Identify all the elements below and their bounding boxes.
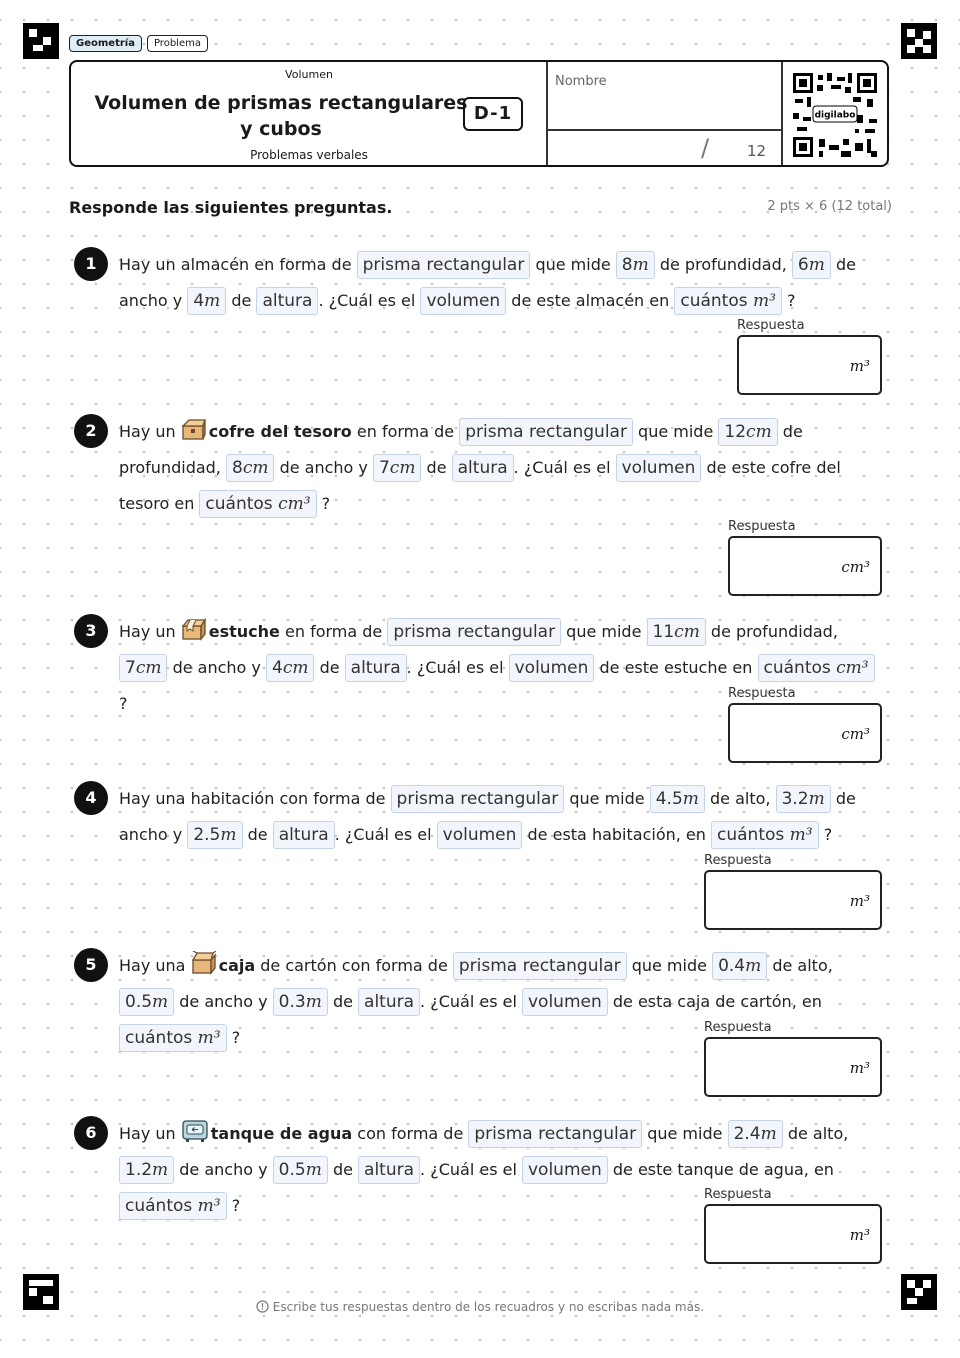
value-box: 0.4m: [712, 952, 767, 980]
score-total: 12: [747, 142, 767, 160]
corner-marker-top-right: [901, 23, 937, 59]
value-box: 0.3m: [273, 988, 328, 1016]
treasure-chest-icon: [181, 417, 207, 441]
answer-unit: cm³: [841, 558, 870, 576]
answer-box-5[interactable]: [704, 1037, 882, 1097]
answer-label: Respuesta: [737, 318, 805, 333]
footer-text: Escribe tus respuestas dentro de los recuadros y no escribas nada más.: [272, 1300, 705, 1314]
value-box: 3.2m: [776, 785, 831, 813]
keyword-box: altura: [452, 454, 514, 482]
question-number: 6: [74, 1116, 108, 1150]
value-box: 4m: [187, 287, 226, 315]
keyword-box: altura: [358, 1156, 420, 1184]
keyword-box: cuántos cm³: [758, 654, 875, 682]
page-title-line-1: Volumen de prismas rectangulares: [94, 92, 468, 114]
keyword-box: prisma rectangular: [391, 785, 565, 813]
answer-box-1[interactable]: [737, 335, 882, 395]
keyword-box: volumen: [522, 1156, 608, 1184]
keyword-box: altura: [256, 287, 318, 315]
keyword-box: volumen: [616, 454, 702, 482]
header-category: Volumen: [285, 68, 333, 81]
object-name: estuche: [208, 622, 280, 641]
question-text: Hay un tanque de agua con forma de prisma rectangular que mide 2.4m de alto, 1.2m de ancho y 0.5m de altura . ¿Cuál es el volumen de este tanque de agua, en cuántos m³ ?: [119, 1116, 887, 1224]
value-box: 4cm: [266, 654, 314, 682]
question-text: Hay un almacén en forma de prisma rectangular que mide 8m de profundidad, 6m de ancho y 4m de altura . ¿Cuál es el volumen de este almacén en cuántos m³ ?: [119, 247, 887, 319]
instructions: Responde las siguientes preguntas.: [69, 198, 393, 217]
answer-label: Respuesta: [704, 1187, 772, 1202]
score-slash: /: [701, 134, 710, 162]
keyword-box: volumen: [437, 821, 523, 849]
question-text: Hay un cofre del tesoro en forma de prisma rectangular que mide 12cm de profundidad, 8cm de ancho y 7cm de altura . ¿Cuál es el volumen de este cofre del tesoro en cuántos cm³ ?: [119, 414, 887, 522]
header-subtitle: Problemas verbales: [250, 148, 368, 162]
question-text: Hay una habitación con forma de prisma rectangular que mide 4.5m de alto, 3.2m de ancho y 2.5m de altura . ¿Cuál es el volumen de esta habitación, en cuántos m³ ?: [119, 781, 887, 853]
keyword-box: cuántos m³: [711, 821, 819, 849]
keyword-box: volumen: [522, 988, 608, 1016]
keyword-box: altura: [358, 988, 420, 1016]
header-divider: [781, 62, 783, 165]
name-field-label: Nombre: [555, 74, 607, 89]
keyword-box: cuántos m³: [674, 287, 782, 315]
answer-unit: m³: [849, 1226, 870, 1244]
value-box: 6m: [792, 251, 831, 279]
question-number: 2: [74, 414, 108, 448]
keyword-box: altura: [273, 821, 335, 849]
keyword-box: cuántos m³: [119, 1024, 227, 1052]
cardboard-box-icon: [191, 951, 217, 975]
value-box: 2.4m: [728, 1120, 783, 1148]
object-name: cofre del tesoro: [208, 422, 352, 441]
answer-label: Respuesta: [728, 519, 796, 534]
answer-box-4[interactable]: [704, 870, 882, 930]
keyword-box: prisma rectangular: [387, 618, 561, 646]
object-name: caja: [218, 956, 256, 975]
answer-unit: m³: [849, 892, 870, 910]
header-divider: [546, 62, 548, 165]
value-box: 11cm: [647, 618, 706, 646]
value-box: 7cm: [119, 654, 167, 682]
keyword-box: volumen: [509, 654, 595, 682]
qr-code-icon: [793, 73, 877, 157]
page-title: [89, 90, 473, 142]
answer-label: Respuesta: [704, 1020, 772, 1035]
box-icon: [181, 617, 207, 641]
keyword-box: prisma rectangular: [459, 418, 633, 446]
value-box: 4.5m: [650, 785, 705, 813]
keyword-box: cuántos m³: [119, 1192, 227, 1220]
answer-box-6[interactable]: [704, 1204, 882, 1264]
value-box: 1.2m: [119, 1156, 174, 1184]
question-number: 5: [74, 948, 108, 982]
tag-geometry: Geometría: [69, 35, 142, 52]
info-icon: [256, 1300, 269, 1313]
keyword-box: prisma rectangular: [357, 251, 531, 279]
answer-label: Respuesta: [704, 853, 772, 868]
tag-list: [69, 35, 208, 52]
value-box: 2.5m: [187, 821, 242, 849]
footer-note: [0, 1300, 960, 1314]
answer-unit: m³: [849, 357, 870, 375]
tag-problem: Problema: [147, 35, 208, 52]
worksheet-header: [69, 60, 889, 167]
page-title-line-2: y cubos: [240, 118, 322, 140]
keyword-box: prisma rectangular: [453, 952, 627, 980]
points-info: 2 pts × 6 (12 total): [767, 199, 892, 214]
question-text: Hay una caja de cartón con forma de prisma rectangular que mide 0.4m de alto, 0.5m de ancho y 0.3m de altura . ¿Cuál es el volumen de esta caja de cartón, en cuántos m³ ?: [119, 948, 887, 1056]
keyword-box: altura: [345, 654, 407, 682]
keyword-box: prisma rectangular: [468, 1120, 642, 1148]
value-box: 0.5m: [273, 1156, 328, 1184]
answer-box-3[interactable]: [728, 703, 882, 763]
worksheet-code: D-1: [463, 97, 523, 131]
qr-brand-label: digilabo: [814, 110, 856, 121]
question-number: 3: [74, 614, 108, 648]
value-box: 8cm: [226, 454, 274, 482]
answer-unit: m³: [849, 1059, 870, 1077]
water-tank-icon: [181, 1119, 209, 1143]
answer-label: Respuesta: [728, 686, 796, 701]
answer-unit: cm³: [841, 725, 870, 743]
corner-marker-top-left: [23, 23, 59, 59]
value-box: 0.5m: [119, 988, 174, 1016]
keyword-box: volumen: [420, 287, 506, 315]
value-box: 7cm: [373, 454, 421, 482]
object-name: tanque de agua: [210, 1124, 353, 1143]
keyword-box: cuántos cm³: [199, 490, 316, 518]
header-divider: [547, 129, 781, 131]
answer-box-2[interactable]: [728, 536, 882, 596]
question-number: 1: [74, 247, 108, 281]
question-number: 4: [74, 781, 108, 815]
value-box: 12cm: [718, 418, 777, 446]
question-text: Hay un estuche en forma de prisma rectangular que mide 11cm de profundidad, 7cm de ancho y 4cm de altura . ¿Cuál es el volumen de este estuche en cuántos cm³ ?: [119, 614, 887, 722]
value-box: 8m: [616, 251, 655, 279]
